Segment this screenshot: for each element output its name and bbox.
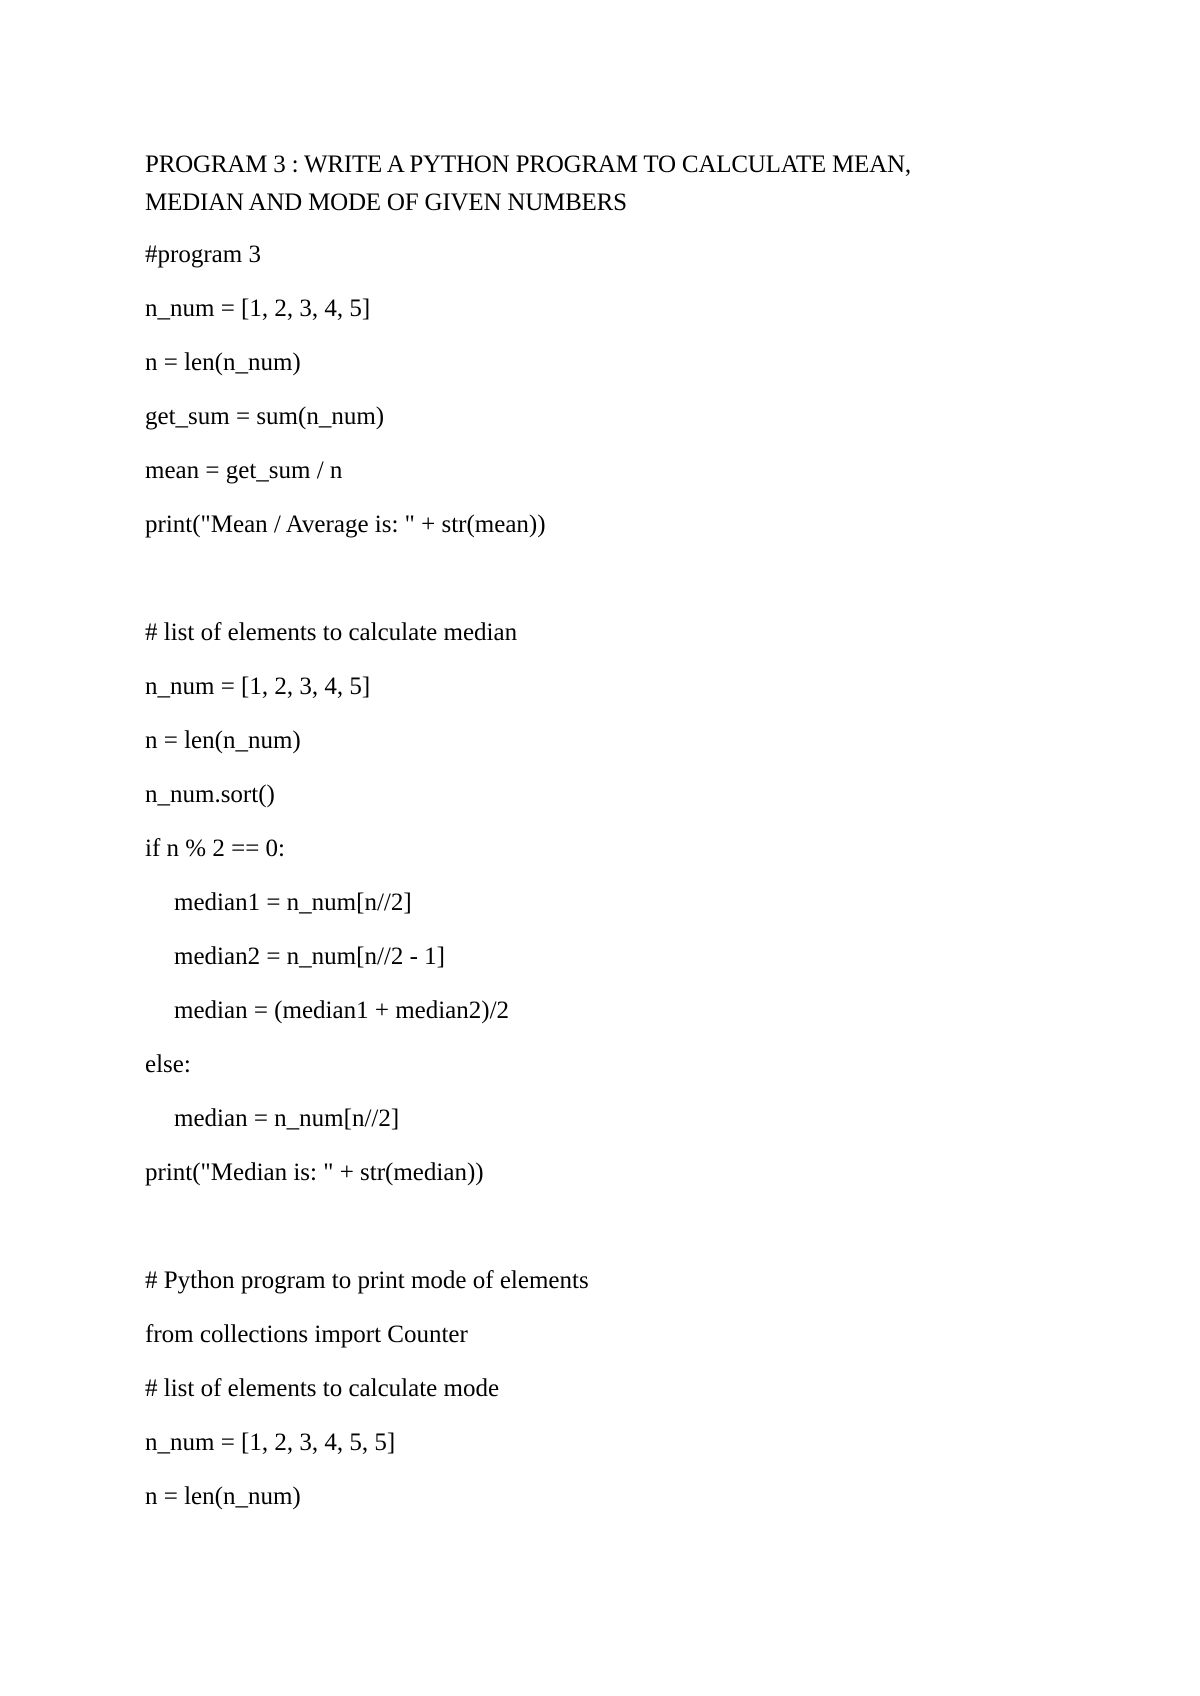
code-line: else: [145, 1051, 191, 1078]
code-listing [145, 236, 589, 1532]
code-line: get_sum = sum(n_num) [145, 403, 385, 430]
program-title-line-2: MEDIAN AND MODE OF GIVEN NUMBERS [145, 189, 627, 216]
code-line: mean = get_sum / n [145, 457, 343, 484]
code-line: n = len(n_num) [145, 1483, 301, 1510]
code-line: n_num.sort() [145, 781, 275, 808]
code-line: print("Median is: " + str(median)) [145, 1159, 484, 1186]
code-line: n = len(n_num) [145, 727, 301, 754]
program-title-line-1: PROGRAM 3 : WRITE A PYTHON PROGRAM TO CALCULATE MEAN, [145, 151, 911, 178]
comment-line: # list of elements to calculate mode [145, 1375, 500, 1402]
program-title [145, 146, 1075, 222]
comment-line: # Python program to print mode of elements [145, 1267, 589, 1294]
code-line: median = n_num[n//2] [174, 1105, 400, 1132]
code-line: n_num = [1, 2, 3, 4, 5] [145, 295, 371, 322]
code-line: median = (median1 + median2)/2 [174, 997, 510, 1024]
comment-line: # list of elements to calculate median [145, 619, 518, 646]
code-line: if n % 2 == 0: [145, 835, 285, 862]
code-line: n = len(n_num) [145, 349, 301, 376]
code-line: n_num = [1, 2, 3, 4, 5] [145, 673, 371, 700]
code-line: n_num = [1, 2, 3, 4, 5, 5] [145, 1429, 396, 1456]
code-line: from collections import Counter [145, 1321, 468, 1348]
code-line: print("Mean / Average is: " + str(mean)) [145, 511, 546, 538]
code-line: #program 3 [145, 241, 261, 268]
code-line: median1 = n_num[n//2] [174, 889, 412, 916]
code-line: median2 = n_num[n//2 - 1] [174, 943, 445, 970]
blank-line [145, 1208, 589, 1262]
blank-line [145, 560, 589, 614]
